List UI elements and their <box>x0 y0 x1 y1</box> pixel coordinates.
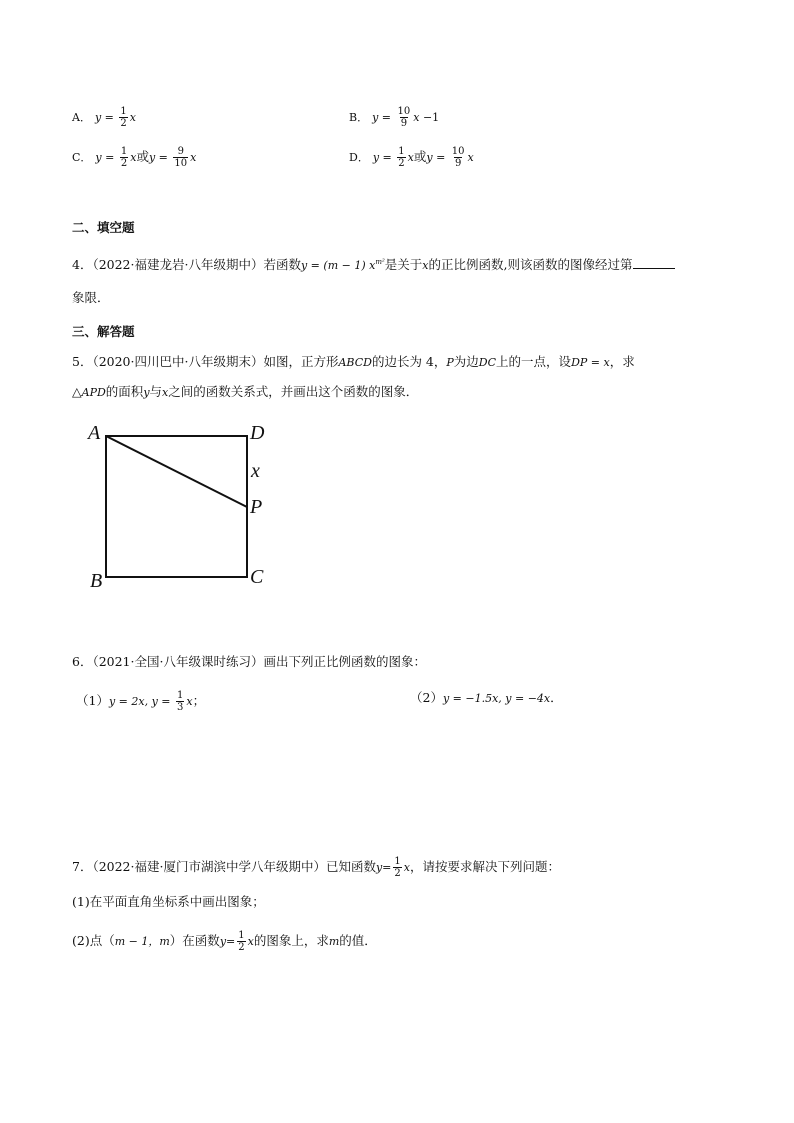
option-c-fraction-2: $\frac{9}{10}$ <box>174 146 188 169</box>
option-d-fraction-2: $\frac{10}{9}$ <box>451 146 465 169</box>
vertex-c-label: C <box>250 566 264 588</box>
q6-fraction: $\frac{1}{3}$ <box>177 690 184 713</box>
option-b-fraction: $\frac{10}{9}$ <box>397 106 411 129</box>
q7-fraction: $\frac{1}{2}$ <box>394 856 401 879</box>
question-4-line-2: 象限． <box>72 290 110 305</box>
point-p-label: P <box>250 496 263 518</box>
question-6-part-2: （2）y = −1.5x, y = −4x． <box>410 690 563 705</box>
option-b: B． y = $\frac{10}{9}$ x −1 <box>349 106 440 129</box>
question-6-title: 6．（2021·全国·八年级课时练习）画出下列正比例函数的图象： <box>72 654 426 669</box>
question-7-item-2: (2)点（m − 1，m）在函数y= $\frac{1}{2}$ x的图象上，求m的值． <box>72 930 377 953</box>
option-a-label: A． <box>72 111 91 124</box>
section-fill-blank-heading: 二、填空题 <box>72 220 135 235</box>
question-7-title: 7．（2022·福建·厦门市湖滨中学八年级期中）已知函数y= $\frac{1}{2}$ x，请按要求解决下列问题： <box>72 856 561 879</box>
question-4-line-1: 4．（2022·福建龙岩·八年级期中）若函数y = (m − 1) $x^{m^2}$是关于x的正比例函数,则该函数的图像经过第 <box>72 254 675 274</box>
section-solve-heading: 三、解答题 <box>72 324 135 339</box>
option-c-fraction-1: $\frac{1}{2}$ <box>120 146 128 169</box>
option-a-fraction: $\frac{1}{2}$ <box>120 106 127 129</box>
question-5-line-2: △APD的面积y与x之间的函数关系式，并画出这个函数的图象． <box>72 384 419 399</box>
option-c: C． y = $\frac{1}{2}$ x或y = $\frac{9}{10}$ x <box>72 146 197 169</box>
length-x-label: x <box>251 460 260 482</box>
option-b-label: B． <box>349 111 369 124</box>
option-d: D． y = $\frac{1}{2}$ x或y = $\frac{10}{9}$ x <box>349 146 474 169</box>
question-7-item-1: (1)在平面直角坐标系中画出图象； <box>72 894 265 909</box>
question-5-line-1: 5．（2020·四川巴中·八年级期末）如图，正方形ABCD的边长为 4，P为边DC上的一点，设DP = x，求 <box>72 354 635 369</box>
vertex-a-label: A <box>88 422 101 444</box>
q7-item2-fraction: $\frac{1}{2}$ <box>238 930 245 953</box>
option-c-label: C． <box>72 151 92 164</box>
option-d-label: D． <box>349 151 369 164</box>
vertex-d-label: D <box>250 422 265 444</box>
segment-ap <box>106 436 247 507</box>
vertex-b-label: B <box>90 570 103 592</box>
option-a: A． y = $\frac{1}{2}$ x <box>72 106 136 129</box>
square-abcd <box>106 436 247 577</box>
option-d-fraction-1: $\frac{1}{2}$ <box>398 146 405 169</box>
question-6-part-1: （1）y = 2x, y = $\frac{1}{3}$ x； <box>76 690 206 713</box>
